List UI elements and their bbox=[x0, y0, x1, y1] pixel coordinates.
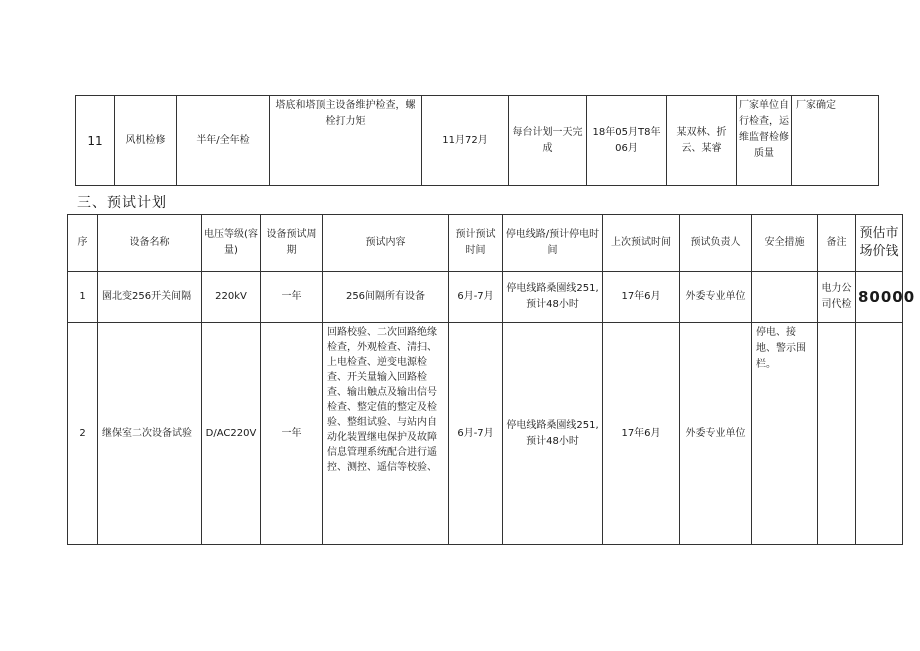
row-safety: 停电、接地、警示围栏。 bbox=[752, 323, 818, 545]
header-row bbox=[68, 215, 903, 272]
header-safety: 安全措施 bbox=[752, 215, 818, 272]
header-device: 设备名称 bbox=[98, 215, 202, 272]
outage-plan: 每台计划一天完成 bbox=[509, 96, 587, 186]
table-row bbox=[68, 272, 903, 323]
row-last: 17年6月 bbox=[603, 272, 680, 323]
row-owner: 外委专业单位 bbox=[680, 323, 752, 545]
safety-measures: 厂家单位自行检查，运维监督检修质量 bbox=[737, 96, 792, 186]
row-cycle: 一年 bbox=[261, 272, 323, 323]
row-seq: 1 bbox=[68, 272, 98, 323]
row-price: 80000 bbox=[856, 272, 903, 323]
row-price bbox=[856, 323, 903, 545]
last-time: 18年05月T8年06月 bbox=[587, 96, 667, 186]
row-owner: 外委专业单位 bbox=[680, 272, 752, 323]
row-outage: 停电线路桑園线251,预计48小时 bbox=[503, 272, 603, 323]
item-name: 风机检修 bbox=[115, 96, 177, 186]
maintenance-content: 塔底和塔顶主设备维护检查，螺栓打力矩 bbox=[270, 96, 422, 186]
row-cycle: 一年 bbox=[261, 323, 323, 545]
section-title: 三、预试计划 bbox=[77, 195, 167, 211]
cycle: 半年/全年检 bbox=[177, 96, 270, 186]
pretest-plan-table bbox=[67, 214, 916, 545]
row-note bbox=[818, 323, 856, 545]
row-safety bbox=[752, 272, 818, 323]
header-content: 预试内容 bbox=[323, 215, 449, 272]
header-cycle: 设备预试周期 bbox=[261, 215, 323, 272]
row-device: 園北变256开关间隔 bbox=[98, 272, 202, 323]
header-price: 预估市场价钱 bbox=[856, 215, 903, 272]
header-seq: 序 bbox=[68, 215, 98, 272]
owner: 某双林、折云、某睿 bbox=[667, 96, 737, 186]
header-last: 上次预试时间 bbox=[603, 215, 680, 272]
table-row bbox=[68, 323, 903, 545]
header-note: 备注 bbox=[818, 215, 856, 272]
row-number: 11 bbox=[76, 96, 115, 186]
row-content: 256间隔所有设备 bbox=[323, 272, 449, 323]
header-outage: 停电线路/预计停电时间 bbox=[503, 215, 603, 272]
table-row bbox=[76, 96, 879, 186]
row-last: 17年6月 bbox=[603, 323, 680, 545]
header-planned: 预计预试时间 bbox=[449, 215, 503, 272]
maintenance-table bbox=[75, 95, 879, 186]
row-voltage: D/AC220V bbox=[202, 323, 261, 545]
row-planned: 6月-7月 bbox=[449, 323, 503, 545]
row-device: 继保室二次设备试验 bbox=[98, 323, 202, 545]
row-voltage: 220kV bbox=[202, 272, 261, 323]
note: 厂家确定 bbox=[792, 96, 879, 186]
header-voltage: 电压等级(容量) bbox=[202, 215, 261, 272]
row-note: 电力公司代检 bbox=[818, 272, 856, 323]
row-content: 回路校验、二次回路绝缘检查，外观检查、清扫、上电检查、逆变电源检查、开关量输入回路检查、输出触点及输出信号检查、整定值的整定及检验、整组试验、与站内自动化装置继电保护及故障信息管理系统配合进行遥控、测控、遥信等校验、 bbox=[323, 323, 449, 545]
planned-time: 11月72月 bbox=[422, 96, 509, 186]
row-planned: 6月-7月 bbox=[449, 272, 503, 323]
header-owner: 预试负责人 bbox=[680, 215, 752, 272]
row-outage: 停电线路桑園线251,预计48小时 bbox=[503, 323, 603, 545]
row-seq: 2 bbox=[68, 323, 98, 545]
